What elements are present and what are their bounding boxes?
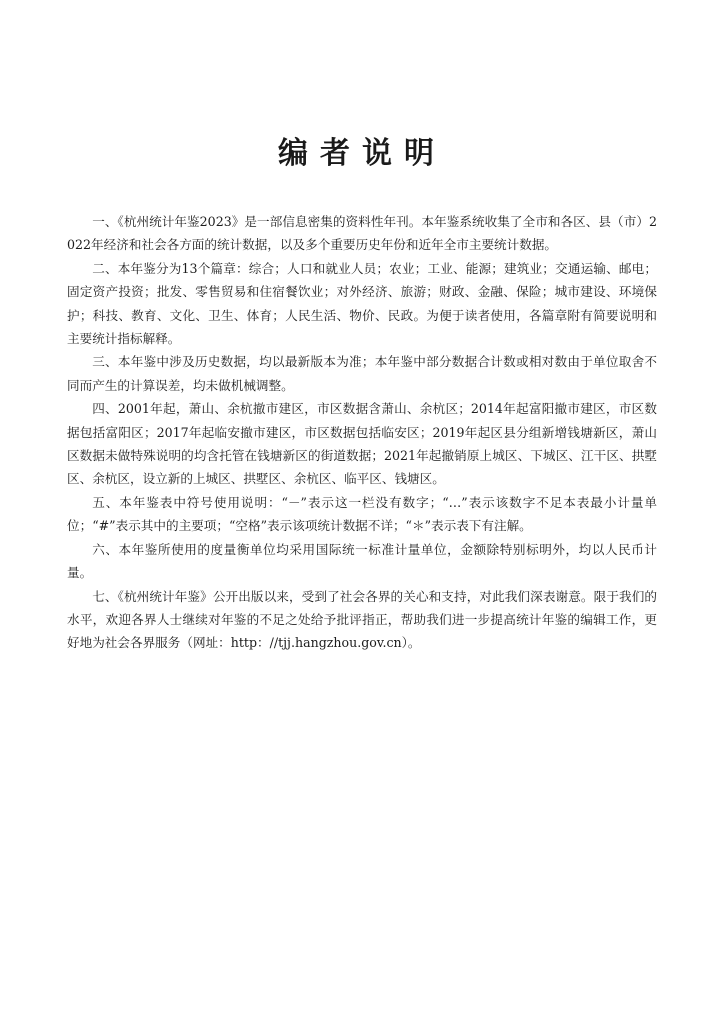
paragraph-5: 五、本年鉴表中符号使用说明：“－”表示这一栏没有数字；“…”表示该数字不足本表最小计量单位；“#”表示其中的主要项；“空格”表示该项统计数据不详；“＊”表示表下有注解。: [67, 494, 657, 534]
paragraph-6: 六、本年鉴所使用的度量衡单位均采用国际统一标准计量单位，金额除特别标明外，均以人民币计量。: [67, 541, 657, 581]
document-body: [67, 210, 657, 655]
paragraph-7: 七、《杭州统计年鉴》公开出版以来，受到了社会各界的关心和支持，对此我们深表谢意。限于我们的水平，欢迎各界人士继续对年鉴的不足之处给予批评指正，帮助我们进一步提高统计年鉴的编辑工作，更好地为社会各界服务（网址：http：//tjj.hangzhou.gov.cn）。: [67, 588, 657, 651]
paragraph-1: 一、《杭州统计年鉴2023》是一部信息密集的资料性年刊。本年鉴系统收集了全市和各区、县（市）2022年经济和社会各方面的统计数据，以及多个重要历史年份和近年全市主要统计数据。: [67, 214, 657, 253]
paragraph-2: 二、本年鉴分为13个篇章：综合；人口和就业人员；农业；工业、能源；建筑业；交通运输、邮电；固定资产投资；批发、零售贸易和住宿餐饮业；对外经济、旅游；财政、金融、保险；城市建设、环境保护；科技、教育、文化、卫生、体育；人民生活、物价、民政。为便于读者使用，各篇章附有简要说明和主要统计指标解释。: [67, 260, 657, 347]
paragraph-3: 三、本年鉴中涉及历史数据，均以最新版本为准；本年鉴中部分数据合计数或相对数由于单位取舍不同而产生的计算误差，均未做机械调整。: [67, 354, 657, 393]
page-title: 编者说明: [278, 136, 446, 171]
paragraph-4: 四、2001年起，萧山、余杭撤市建区，市区数据含萧山、余杭区；2014年起富阳撤市建区，市区数据包括富阳区；2017年起临安撤市建区，市区数据包括临安区；2019年起区县分组新增钱塘新区，萧山区数据未做特殊说明的均含托管在钱塘新区的街道数据；2021年起撤销原上城区、下城区、江干区、拱墅区、余杭区，设立新的上城区、拱墅区、余杭区、临平区、钱塘区。: [67, 401, 657, 487]
